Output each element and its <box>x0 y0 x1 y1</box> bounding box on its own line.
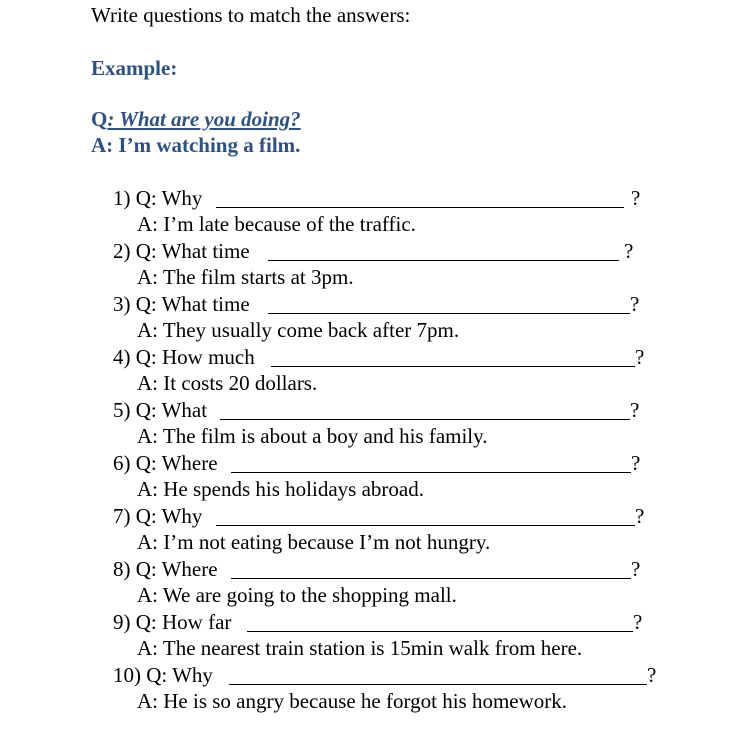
answer-text: A: He spends his holidays abroad. <box>137 477 424 501</box>
question-prompt: 8) Q: Where <box>113 557 218 581</box>
answer-blank[interactable] <box>271 366 635 367</box>
answer-text: A: He is so angry because he forgot his homework. <box>137 689 568 713</box>
question-mark: ? <box>630 398 640 422</box>
example-heading: Example: <box>91 56 178 80</box>
answer-blank[interactable] <box>231 578 631 579</box>
answer-blank[interactable] <box>229 684 647 685</box>
example-question <box>91 106 301 132</box>
question-mark: ? <box>635 345 645 369</box>
question-mark: ? <box>631 451 641 475</box>
question-prompt: 7) Q: Why <box>113 504 203 528</box>
question-mark: ? <box>633 610 643 634</box>
answer-blank[interactable] <box>220 419 630 420</box>
answer-text: A: The nearest train station is 15min walk from here. <box>137 636 583 660</box>
question-prompt: 5) Q: What <box>113 398 208 422</box>
question-mark: ? <box>635 504 645 528</box>
question-prompt: 4) Q: How much <box>113 345 255 369</box>
example-answer: A: I’m watching a film. <box>91 133 301 157</box>
answer-text: A: We are going to the shopping mall. <box>137 583 457 607</box>
answer-text: A: I’m late because of the traffic. <box>137 212 416 236</box>
answer-blank[interactable] <box>216 525 635 526</box>
answer-blank[interactable] <box>216 207 624 208</box>
question-prompt: 10) Q: Why <box>113 663 213 687</box>
example-question-prefix: Q <box>91 107 108 131</box>
answer-text: A: It costs 20 dollars. <box>137 371 318 395</box>
example-question-answer: : What are you doing? <box>107 107 301 131</box>
answer-text: A: The film starts at 3pm. <box>137 265 354 289</box>
question-mark: ? <box>630 292 640 316</box>
question-prompt: 2) Q: What time <box>113 239 250 263</box>
question-prompt: 9) Q: How far <box>113 610 232 634</box>
question-prompt: 3) Q: What time <box>113 292 250 316</box>
answer-blank[interactable] <box>247 631 633 632</box>
answer-text: A: The film is about a boy and his family. <box>137 424 488 448</box>
question-mark: ? <box>624 239 634 263</box>
instructions: Write questions to match the answers: <box>91 3 411 27</box>
question-prompt: 1) Q: Why <box>113 186 203 210</box>
answer-text: A: I’m not eating because I’m not hungry. <box>137 530 491 554</box>
question-mark: ? <box>631 186 641 210</box>
answer-blank[interactable] <box>231 472 631 473</box>
answer-text: A: They usually come back after 7pm. <box>137 318 460 342</box>
answer-blank[interactable] <box>268 260 619 261</box>
answer-blank[interactable] <box>268 313 630 314</box>
question-prompt: 6) Q: Where <box>113 451 218 475</box>
question-mark: ? <box>647 663 657 687</box>
question-mark: ? <box>631 557 641 581</box>
